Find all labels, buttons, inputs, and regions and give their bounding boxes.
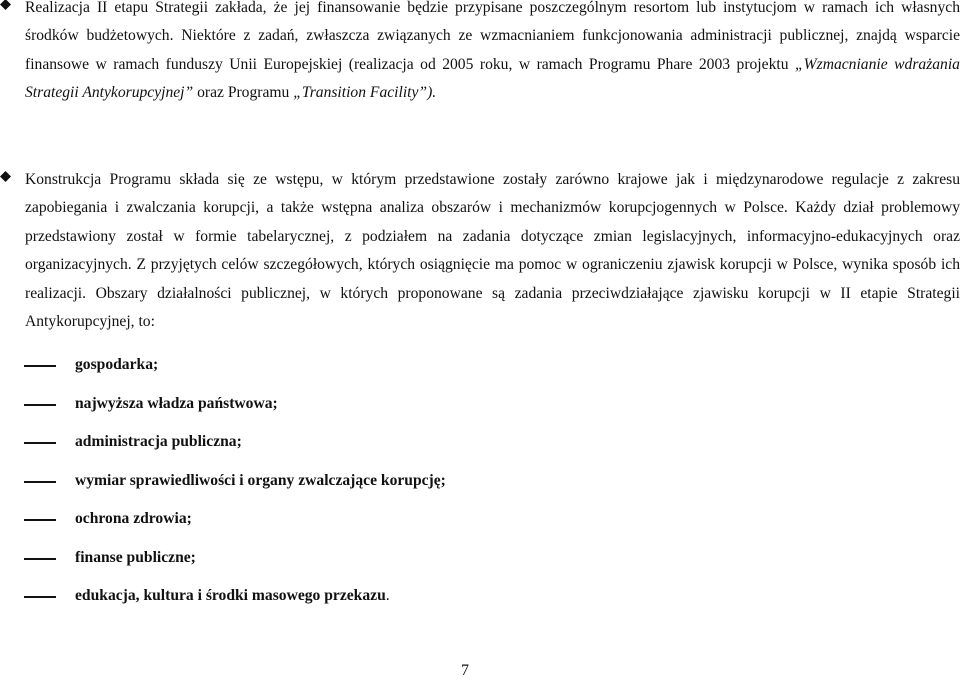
dash-bullet-icon	[24, 442, 56, 444]
paragraph-program-structure-text: Konstrukcja Programu składa się ze wstępu, w którym przedstawione zostały zarówno krajowe jak i międzynarodowe regulacje z zakresu zapobiegania i zwalczania korupcji, a także wstępna analiza obszarów i mechanizmów korupcjogennych w Polsce. Każdy dział problemowy przedstawiony został w formie tabelarycznej, z podziałem na zadania dotyczące zmian legislacyjnych, informacyjno-edukacyjnych oraz organizacyjnych. Z przyjętych celów szczegółowych, których osiągnięcie ma pomoc w ograniczeniu zjawisk korupcji w Polsce, wynika sposób ich realizacji. Obszary działalności publicznej, w których proponowane są zadania przeciwdziałające zjawisku korupcji w II etapie Strategii Antykorupcyjnej, to:	[25, 171, 960, 331]
program-name-italic: „Transition Facility”).	[293, 84, 437, 102]
diamond-bullet-icon	[0, 0, 11, 10]
page-number: 7	[461, 662, 469, 679]
dash-bullet-icon	[24, 481, 56, 483]
dash-bullet-icon	[24, 404, 56, 406]
list-item: wymiar sprawiedliwości i organy zwalczające korupcję;	[24, 462, 924, 501]
list-item: ochrona zdrowia;	[24, 500, 924, 539]
dash-bullet-icon	[24, 596, 56, 598]
paragraph-financing	[0, 0, 960, 108]
list-item: administracja publiczna;	[24, 423, 924, 462]
project-name-italic: „Wzmacnianie wdrażania Strategii Antykorupcyjnej”	[25, 55, 960, 102]
list-item: gospodarka;	[24, 346, 924, 385]
list-item: edukacja, kultura i środki masowego przekazu.	[24, 577, 924, 616]
paragraph-program-structure	[0, 166, 960, 336]
paragraph-financing-connector: oraz Programu	[193, 84, 294, 102]
list-item: finanse publiczne;	[24, 539, 924, 578]
dash-bullet-icon	[24, 558, 56, 560]
dash-bullet-icon	[24, 519, 56, 521]
diamond-bullet-icon	[0, 171, 11, 182]
public-areas-list	[24, 346, 924, 616]
list-item: najwyższa władza państwowa;	[24, 385, 924, 424]
paragraph-financing-main: Realizacja II etapu Strategii zakłada, że jej finansowanie będzie przypisane poszczególnym resortom lub instytucjom w ramach ich własnych środków budżetowych. Niektóre z zadań, zwłaszcza związanych ze wzmacnianiem funkcjonowania administracji publicznej, znajdą wsparcie finansowe w ramach funduszy Unii Europejskiej (realizacja od 2005 roku, w ramach Programu Phare 2003 projektu	[25, 0, 960, 73]
dash-bullet-icon	[24, 365, 56, 367]
paragraph-financing-text	[25, 0, 960, 108]
list-final-period: .	[385, 587, 390, 604]
